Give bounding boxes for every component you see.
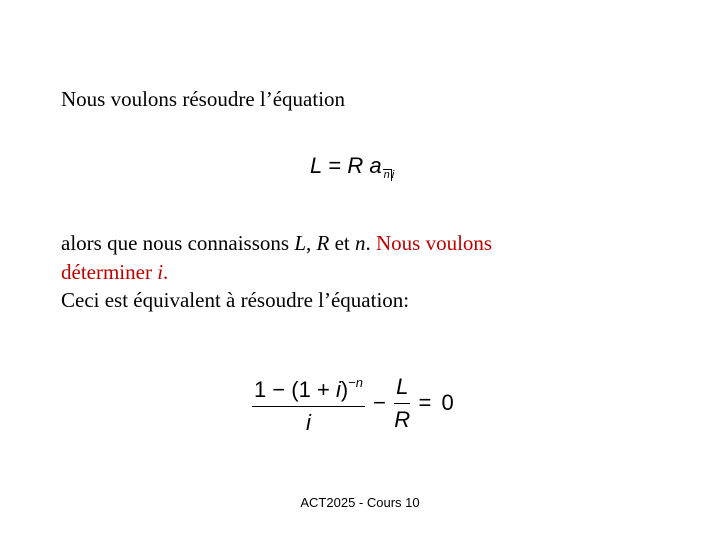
eq2-frac1-denominator: i <box>306 410 311 435</box>
eq1-annuity-subscript <box>383 162 395 188</box>
var-i: i <box>157 260 164 284</box>
highlight-end: . <box>163 260 169 284</box>
eq2-frac1-numerator <box>252 370 365 407</box>
eq2-frac1-num-a: 1 − (1 + <box>254 377 336 402</box>
eq1-annuity <box>369 153 393 183</box>
sep-2: et <box>329 231 355 255</box>
eq2-fraction-1 <box>252 370 365 436</box>
intro-text: Nous voulons résoudre l’équation <box>61 87 346 111</box>
eq1-coef: R <box>347 153 364 178</box>
eq2-frac2-denominator: R <box>394 406 411 432</box>
var-R: R <box>316 231 330 255</box>
eq2-frac1-num-b: ) <box>340 377 349 402</box>
sep-1: , <box>306 231 317 255</box>
paragraph-text-1: alors que nous connaissons <box>61 231 295 255</box>
eq1-subscript-rate: i <box>391 169 395 181</box>
eq2-frac2-numerator: L <box>394 374 410 404</box>
eq2-frac1-num-var: i <box>335 377 341 402</box>
eq2-frac1-exponent: −n <box>348 375 363 390</box>
equation-rate <box>252 370 456 436</box>
eq2-minus: − <box>373 390 386 415</box>
eq2-equals: = <box>418 390 432 415</box>
sep-3: . <box>365 231 376 255</box>
paragraph-line-1 <box>61 231 492 255</box>
eq1-lhs: L <box>310 153 323 178</box>
var-L: L <box>294 231 306 255</box>
slide-footer: ACT2025 - Cours 10 <box>300 495 420 510</box>
eq2-rhs: 0 <box>441 390 454 415</box>
eq1-subscript-n: n <box>383 169 390 181</box>
paragraph-line-2 <box>61 260 168 284</box>
highlight-text-2: déterminer <box>61 260 158 284</box>
eq1-equals: = <box>328 153 342 178</box>
equation-annuity <box>310 153 393 183</box>
eq2-fraction-2 <box>394 374 410 433</box>
paragraph-line-3: Ceci est équivalent à résoudre l’équation: <box>61 288 410 312</box>
var-n: n <box>354 231 366 255</box>
eq1-annuity-symbol: a <box>369 153 382 178</box>
highlight-text-1: Nous voulons <box>375 231 493 255</box>
